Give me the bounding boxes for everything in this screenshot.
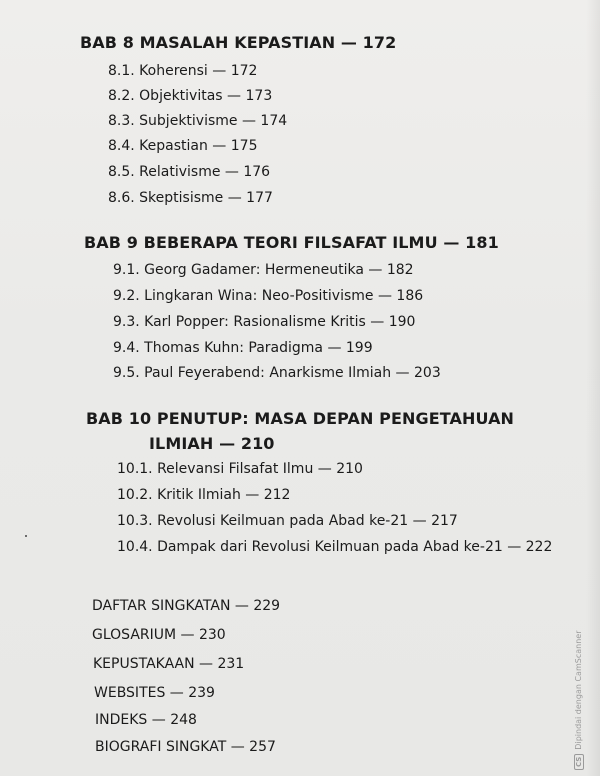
chapter-10-heading-line2: ILMIAH — 210 (149, 434, 275, 453)
section-8-1: 8.1. Koherensi — 172 (108, 63, 258, 79)
section-10-3: 10.3. Revolusi Keilmuan pada Abad ke-21 — 217 (117, 513, 458, 529)
scan-speck (25, 535, 27, 537)
camscanner-watermark (574, 631, 584, 771)
section-9-4: 9.4. Thomas Kuhn: Paradigma — 199 (113, 340, 373, 356)
chapter-8-heading: BAB 8 MASALAH KEPASTIAN — 172 (80, 33, 397, 52)
back-matter-glossary: GLOSARIUM — 230 (92, 627, 226, 643)
section-9-3: 9.3. Karl Popper: Rasionalisme Kritis — 190 (113, 314, 416, 330)
section-8-6: 8.6. Skeptisisme — 177 (108, 190, 273, 206)
section-10-2: 10.2. Kritik Ilmiah — 212 (117, 487, 291, 503)
section-10-1: 10.1. Relevansi Filsafat Ilmu — 210 (117, 461, 363, 477)
page-edge-shadow (586, 0, 600, 776)
back-matter-index: INDEKS — 248 (95, 712, 197, 728)
section-8-5: 8.5. Relativisme — 176 (108, 164, 271, 180)
section-9-2: 9.2. Lingkaran Wina: Neo-Positivisme — 186 (113, 288, 424, 304)
back-matter-bibliography: KEPUSTAKAAN — 231 (93, 656, 245, 672)
camscanner-watermark-text: Dipindai dengan CamScanner (574, 630, 583, 750)
section-9-1: 9.1. Georg Gadamer: Hermeneutika — 182 (113, 262, 414, 278)
section-9-5: 9.5. Paul Feyerabend: Anarkisme Ilmiah — 203 (113, 365, 441, 381)
back-matter-abbreviations: DAFTAR SINGKATAN — 229 (92, 598, 281, 614)
section-8-4: 8.4. Kepastian — 175 (108, 138, 258, 154)
camscanner-logo-icon: CS (574, 754, 584, 770)
section-8-2: 8.2. Objektivitas — 173 (108, 88, 273, 104)
back-matter-websites: WEBSITES — 239 (94, 685, 215, 701)
section-8-3: 8.3. Subjektivisme — 174 (108, 113, 288, 129)
section-10-4: 10.4. Dampak dari Revolusi Keilmuan pada Abad ke-21 — 222 (117, 539, 553, 555)
chapter-9-heading: BAB 9 BEBERAPA TEORI FILSAFAT ILMU — 181 (84, 233, 499, 252)
chapter-10-heading-line1: BAB 10 PENUTUP: MASA DEPAN PENGETAHUAN (86, 409, 515, 428)
back-matter-biography: BIOGRAFI SINGKAT — 257 (95, 739, 276, 755)
